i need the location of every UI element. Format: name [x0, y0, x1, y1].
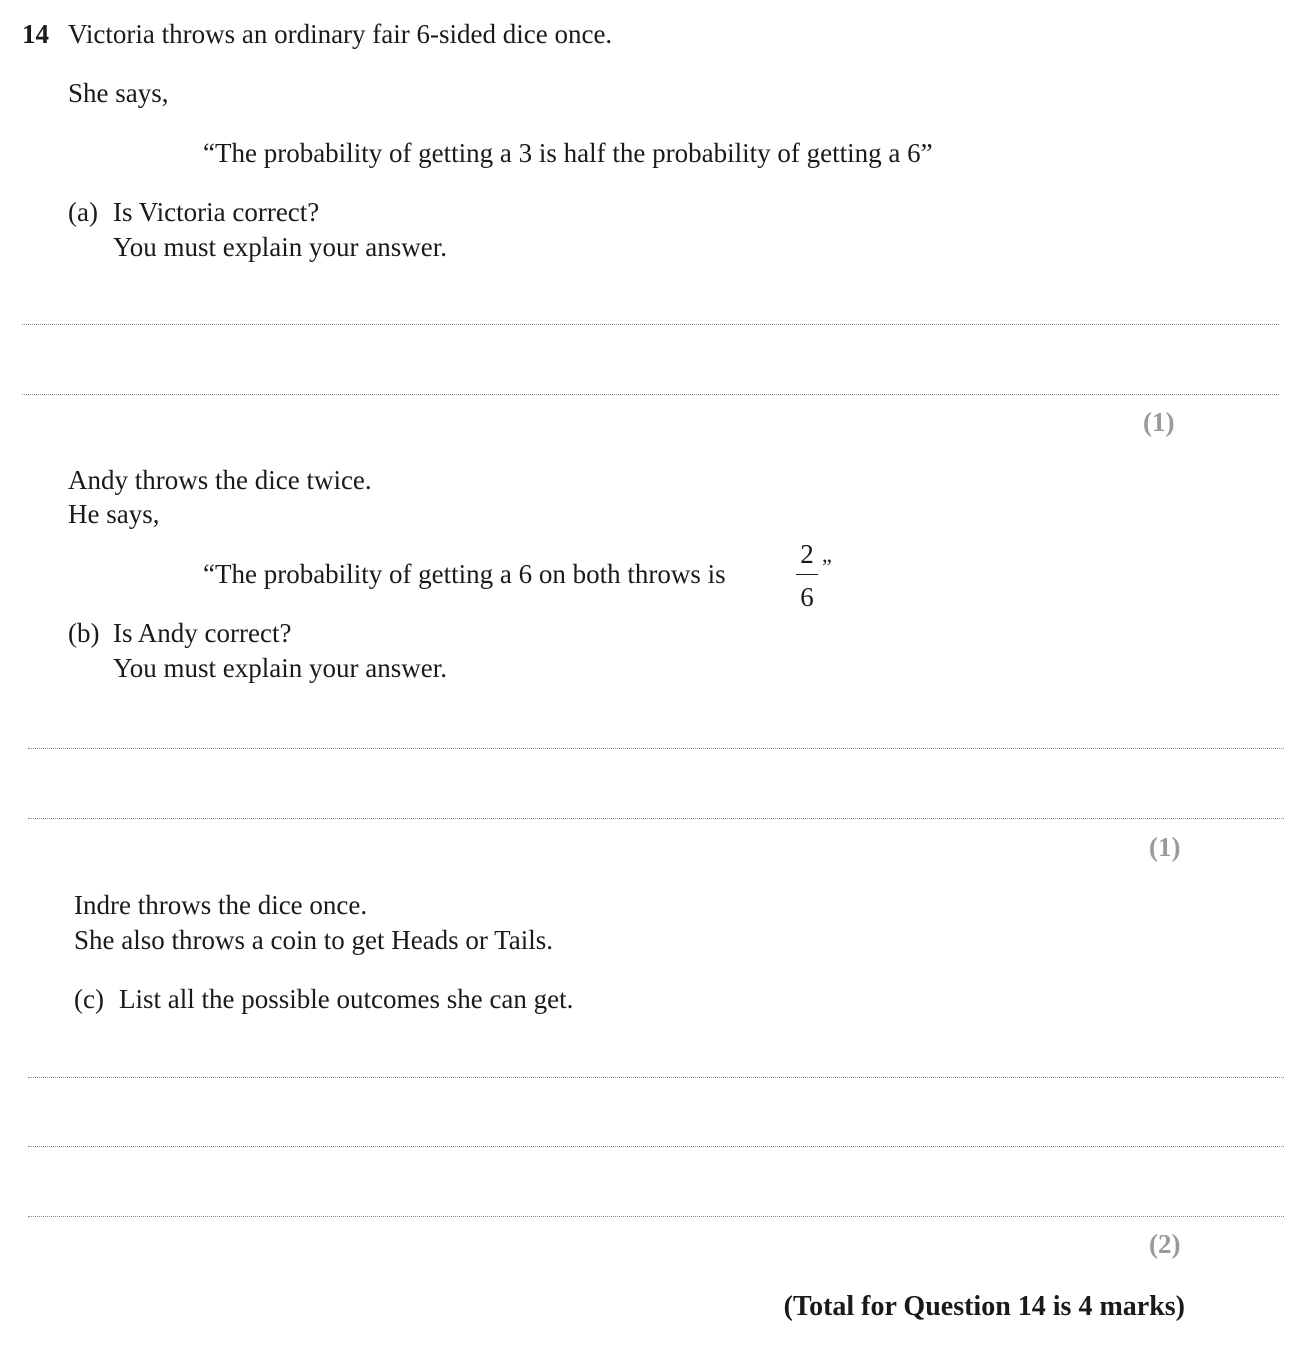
quote-b-text: “The probability of getting a 6 on both throws is	[203, 559, 726, 589]
answer-line-b2[interactable]	[28, 818, 1284, 819]
part-c-prompt: List all the possible outcomes she can get.	[119, 984, 574, 1014]
part-a-marks: (1)	[1143, 407, 1175, 437]
answer-line-c1[interactable]	[28, 1077, 1284, 1078]
part-b-marks: (1)	[1149, 832, 1181, 862]
answer-line-a1[interactable]	[22, 324, 1279, 325]
question-intro: Victoria throws an ordinary fair 6-sided dice once.	[68, 19, 613, 49]
question-number: 14	[22, 19, 49, 49]
part-a-prompt: Is Victoria correct?	[113, 197, 320, 227]
indre-intro: Indre throws the dice once.	[74, 890, 368, 920]
fraction-bar	[796, 574, 818, 575]
part-a-label: (a)	[68, 197, 98, 227]
she-says: She says,	[68, 78, 169, 108]
fraction-numerator: 2	[800, 539, 814, 569]
part-c-label: (c)	[74, 984, 104, 1014]
indre-coin: She also throws a coin to get Heads or Tails.	[74, 925, 554, 955]
he-says: He says,	[68, 499, 160, 529]
fraction-denominator: 6	[800, 582, 814, 612]
part-b-instruction: You must explain your answer.	[113, 653, 447, 683]
part-b-label: (b)	[68, 618, 100, 648]
answer-line-c2[interactable]	[28, 1146, 1284, 1147]
andy-intro: Andy throws the dice twice.	[68, 465, 372, 495]
quote-a: “The probability of getting a 3 is half the probability of getting a 6”	[203, 138, 933, 168]
answer-line-c3[interactable]	[28, 1216, 1284, 1217]
part-c-marks: (2)	[1149, 1229, 1181, 1259]
quote-b-close: ”	[822, 554, 832, 579]
total-marks: (Total for Question 14 is 4 marks)	[783, 1291, 1185, 1322]
answer-line-b1[interactable]	[28, 748, 1284, 749]
part-a-instruction: You must explain your answer.	[113, 232, 447, 262]
part-b-prompt: Is Andy correct?	[113, 618, 292, 648]
answer-line-a2[interactable]	[22, 394, 1279, 395]
